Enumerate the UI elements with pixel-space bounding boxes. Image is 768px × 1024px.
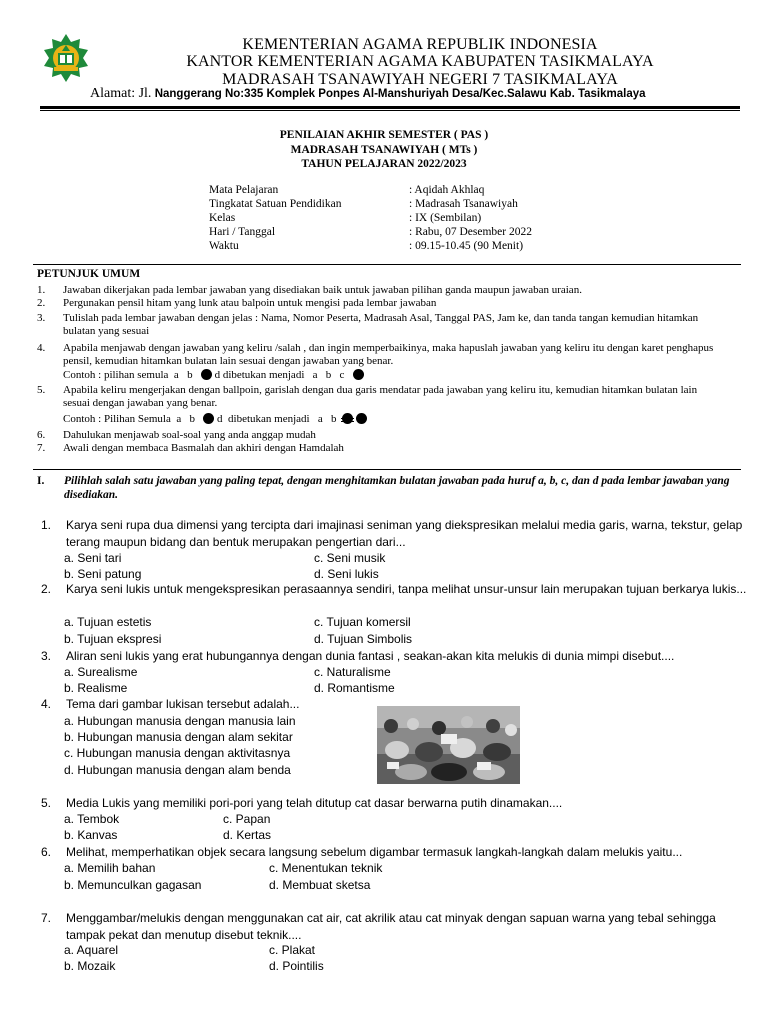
instruction-number: 5.	[37, 384, 46, 396]
option-a: a. Tujuan estetis	[64, 615, 152, 629]
question-text: Media Lukis yang memiliki pori-pori yang telah ditutup cat dasar berwarna putih dinamakan....	[66, 796, 563, 810]
option-a: a. Seni tari	[64, 551, 122, 565]
option-d: d. Romantisme	[314, 681, 395, 695]
example-prefix: Contoh : pilihan semula	[63, 369, 169, 381]
info-value: : Aqidah Akhlaq	[409, 184, 485, 196]
option-b: b. Kanvas	[64, 828, 118, 842]
instruction-number: 1.	[37, 284, 46, 296]
instruction-text: Awali dengan membaca Basmalah dan akhiri dengan Hamdalah	[63, 442, 344, 454]
filled-bubble-icon	[353, 369, 364, 380]
example-option-a: a	[173, 369, 179, 381]
info-value: : Rabu, 07 Desember 2022	[409, 226, 532, 238]
example-option-a: a	[312, 369, 318, 381]
question-text: Tema dari gambar lukisan tersebut adalah...	[66, 697, 300, 711]
question-number: 7.	[41, 911, 52, 925]
header-office: KANTOR KEMENTERIAN AGAMA KABUPATEN TASIKMALAYA	[186, 53, 654, 70]
exam-year: TAHUN PELAJARAN 2022/2023	[301, 158, 467, 170]
divider	[33, 264, 741, 265]
filled-bubble-icon	[356, 413, 367, 424]
option-d: d. Hubungan manusia dengan alam benda	[64, 763, 291, 777]
instruction-text: Tulislah pada lembar jawaban dengan jelas : Nama, Nomor Peserta, Madrasah Asal, Tanggal PAS, Jam ke, dan tanda tangan kemudian hitamkan bulatan yang sesuai	[63, 312, 699, 337]
option-d: d. Tujuan Simbolis	[314, 632, 413, 646]
option-b: b. Hubungan manusia dengan alam sekitar	[64, 730, 293, 744]
option-c: c. Seni musik	[314, 551, 386, 565]
question-text: Melihat, memperhatikan objek secara langsung sebelum digambar termasuk langkah-langkah dalam melukis yaitu...	[66, 845, 683, 859]
info-key: Hari / Tanggal	[209, 226, 276, 238]
question-number: 4.	[41, 697, 52, 711]
question-text: Karya seni rupa dua dimensi yang tercipta dari imajinasi seniman yang diekspresikan melalui media garis, warna, tekstur, gelap terang maupun bidang dan bentuk merupakan pengertian dari...	[66, 518, 743, 549]
question-text: Karya seni lukis untuk mengekspresikan perasaannya sendiri, tanpa melihat unsur-unsur lain merupakan tujuan berkarya lukis...	[66, 582, 747, 596]
info-key: Mata Pelajaran	[209, 184, 279, 196]
example-option-c: c	[339, 369, 345, 381]
option-c: c. Hubungan manusia dengan aktivitasnya	[64, 746, 291, 760]
question-text: Aliran seni lukis yang erat hubungannya dengan dunia fantasi , seakan-akan kita melukis di dunia mimpi disebut....	[66, 649, 675, 663]
address-value: Nanggerang No:335 Komplek Ponpes Al-Manshuriyah Desa/Kec.Salawu Kab. Tasikmalaya	[154, 88, 646, 100]
option-c: c. Papan	[223, 812, 271, 826]
example-option-b: b	[325, 369, 332, 381]
option-b: b. Memunculkan gagasan	[64, 878, 202, 892]
instruction-number: 4.	[37, 342, 46, 354]
exam-school-type: MADRASAH TSANAWIYAH ( MTs )	[290, 144, 478, 156]
address-label: Alamat: Jl.	[90, 86, 152, 101]
instruction-text: Dahulukan menjawab soal-soal yang anda anggap mudah	[63, 429, 316, 441]
option-b: b. Seni patung	[64, 567, 142, 581]
option-b: b. Tujuan ekspresi	[64, 632, 162, 646]
struck-bubble-icon	[342, 413, 353, 426]
info-key: Kelas	[209, 212, 236, 224]
section-text: Pilihlah salah satu jawaban yang paling tepat, dengan menghitamkan bulatan jawaban pada huruf a, b, c, dan d pada lembar jawaban yang disediakan.	[64, 475, 730, 501]
header-divider-thick	[40, 106, 740, 109]
instruction-example-pencil	[63, 369, 364, 382]
example-option-a: a	[176, 413, 182, 425]
option-c: c. Tujuan komersil	[314, 615, 411, 629]
example-option-a: a	[317, 413, 323, 425]
instruction-number: 2.	[37, 297, 46, 309]
header-ministry: KEMENTERIAN AGAMA REPUBLIK INDONESIA	[242, 36, 598, 53]
option-b: b. Mozaik	[64, 959, 116, 973]
example-mid-text: dibetukan menjadi	[228, 413, 310, 425]
question-number: 2.	[41, 582, 52, 596]
instruction-text: Pergunakan pensil hitam yang lunk atau balpoin untuk mengisi pada lembar jawaban	[63, 297, 437, 309]
option-d: d. Pointilis	[269, 959, 324, 973]
option-a: a. Tembok	[64, 812, 120, 826]
option-c: c. Naturalisme	[314, 665, 391, 679]
instructions-title: PETUNJUK UMUM	[37, 268, 141, 280]
option-a: a. Aquarel	[64, 943, 119, 957]
header-school: MADRASAH TSANAWIYAH NEGERI 7 TASIKMALAYA	[222, 71, 618, 88]
example-option-b: b	[330, 413, 337, 425]
option-a: a. Surealisme	[64, 665, 138, 679]
option-a: a. Hubungan manusia dengan manusia lain	[64, 714, 296, 728]
option-a: a. Memilih bahan	[64, 861, 156, 875]
info-value: : IX (Sembilan)	[409, 212, 482, 224]
instruction-number: 6.	[37, 429, 46, 441]
question-text: Menggambar/melukis dengan menggunakan cat air, cat akrilik atau cat minyak dengan sapuan warna yang tebal sehingga tampak pekat dan menutup disebut teknik....	[66, 911, 716, 942]
example-option-b: b	[187, 369, 193, 381]
section-number: I.	[37, 475, 45, 487]
option-d: d. Seni lukis	[314, 567, 379, 581]
question-number: 1.	[41, 518, 52, 532]
option-c: c. Menentukan teknik	[269, 861, 383, 875]
example-mid-text: dibetukan menjadi	[222, 369, 305, 381]
option-d: d. Kertas	[223, 828, 272, 842]
header-address	[90, 85, 730, 102]
kemenag-logo	[40, 33, 92, 83]
info-key: Waktu	[209, 240, 239, 252]
example-option-d: d	[214, 369, 221, 381]
question-number: 3.	[41, 649, 52, 663]
question-number: 6.	[41, 845, 52, 859]
option-c: c. Plakat	[269, 943, 316, 957]
option-d: d. Membuat sketsa	[269, 878, 371, 892]
info-value: : 09.15-10.45 (90 Menit)	[409, 240, 524, 252]
instruction-text: Apabila keliru mengerjakan dengan ballpoin, garislah dengan dua garis mendatar pada jawaban yang keliru itu, kemudian hitamkan bulatan lain sesuai dengan jawaban yang benar.	[63, 384, 698, 409]
exam-title: PENILAIAN AKHIR SEMESTER ( PAS )	[279, 129, 489, 141]
painting-image	[377, 706, 520, 784]
question-number: 5.	[41, 796, 52, 810]
instruction-text: Jawaban dikerjakan pada lembar jawaban yang disediakan baik untuk jawaban pilihan ganda maupun jawaban uraian.	[63, 284, 582, 296]
header-divider-thin	[40, 110, 740, 111]
divider	[33, 469, 741, 470]
info-value: : Madrasah Tsanawiyah	[409, 198, 518, 210]
filled-bubble-icon	[201, 369, 212, 380]
option-b: b. Realisme	[64, 681, 128, 695]
filled-bubble-icon	[203, 413, 214, 424]
instruction-number: 3.	[37, 312, 46, 324]
instruction-number: 7.	[37, 442, 46, 454]
example-option-d: d	[217, 413, 223, 425]
instruction-example-ballpoint	[63, 413, 367, 426]
info-key: Tingkatat Satuan Pendidikan	[209, 198, 342, 210]
example-option-b: b	[189, 413, 196, 425]
instruction-text: Apabila menjawab dengan jawaban yang keliru /salah , dan ingin memperbaikinya, maka hapuslah jawaban yang keliru itu dengan karet penghapus pensil, kemudian hitamkan bulatan lain sesuai dengan jawaban yang benar.	[63, 342, 714, 367]
example-prefix: Contoh : Pilihan Semula	[63, 413, 171, 425]
